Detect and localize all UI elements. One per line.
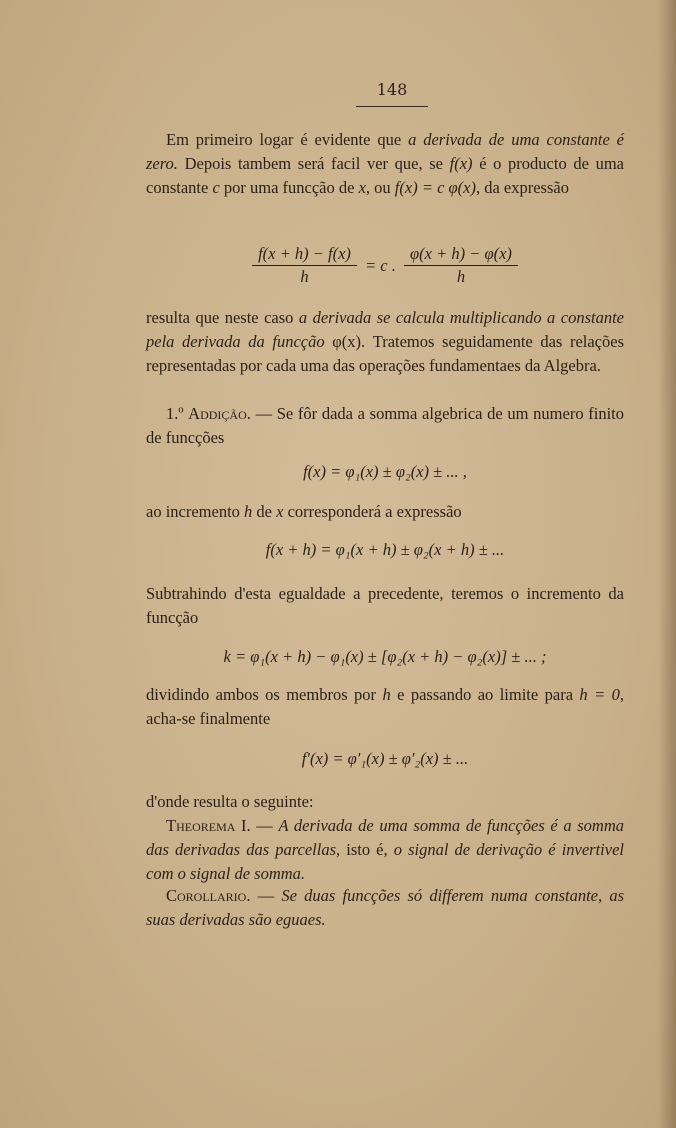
theorem-label: Theorema I. (166, 816, 251, 835)
text-run: — (250, 816, 279, 835)
emphasis-text: a derivada de uma constante é zero. (146, 130, 625, 173)
formula-difference-quotient (146, 243, 624, 288)
fraction-right (404, 243, 518, 288)
math-inline: h = 0 (579, 685, 620, 704)
text-run: de (252, 502, 277, 521)
formula-sum: f(x) = φ₁(x) ± φ₂(x) ± ... , (303, 462, 467, 481)
fraction-left (252, 243, 357, 288)
fraction-numerator: φ(x + h) − φ(x) (404, 243, 518, 266)
math-inline: h (244, 502, 253, 521)
text-run: Em primeiro logar é evidente que (166, 130, 409, 149)
text-run: corresponderá a expressão (283, 502, 462, 521)
formula-k: k = φ₁(x + h) − φ₁(x) ± [φ₂(x + h) − φ₂(x)] ± ... ; (223, 647, 547, 666)
corollary-label: Corollario. (166, 886, 251, 905)
math-inline: h (382, 685, 391, 704)
formula-sum-increment: f(x + h) = φ₁(x + h) ± φ₂(x + h) ± ... (265, 540, 505, 559)
paragraph-subtract: Subtrahindo d'esta egualdade a precedente, teremos o incremento da funcção (146, 584, 624, 627)
emphasis-text: o signal de derivação é invertivel com o signal de somma. (146, 840, 624, 883)
emphasis-text: a derivada se calcula multiplicando a constante pela derivada da funcção (146, 308, 624, 351)
text-run: φ(x). Tratemos seguidamente das relações representadas por cada uma das operações fundamentaes da Algebra. (146, 332, 625, 375)
emphasis-text: Se duas funcções só differem numa constante, as suas derivadas são eguaes. (146, 886, 624, 929)
text-run: Depois tambem será facil ver que, se (177, 154, 450, 173)
text-run: isto é, (340, 840, 394, 859)
text-run: por uma funcção de (219, 178, 359, 197)
paragraph-increment (146, 500, 624, 524)
corollary (146, 884, 624, 932)
text-run: e passando ao limite para (390, 685, 580, 704)
text-run: 1.º (166, 404, 189, 423)
text-run: é o producto de uma constante (146, 154, 624, 197)
text-run: ao incremento (146, 502, 245, 521)
text-run: — (250, 886, 282, 905)
text-run: , da expressão (475, 178, 569, 197)
fraction-denominator: h (456, 267, 466, 286)
text-run: , ou (365, 178, 395, 197)
paragraph-conclusion: d'onde resulta o seguinte: (146, 792, 314, 811)
paragraph-constant-derivative (146, 128, 624, 200)
math-inline: x (358, 178, 366, 197)
paragraph-divide (146, 683, 624, 731)
emphasis-text: A derivada de uma somma de funcções é a somma das derivadas das parcellas, (146, 816, 624, 859)
text-run: — Se fôr dada a somma algebrica de um numero finito de funcções (146, 404, 624, 447)
fraction-numerator: f(x + h) − f(x) (252, 243, 357, 266)
math-inline: c (212, 178, 220, 197)
text-run: dividindo ambos os membros por (146, 685, 383, 704)
math-inline: x (276, 502, 284, 521)
text-run: , acha-se finalmente (146, 685, 624, 728)
math-inline: f(x) = c φ(x) (394, 178, 476, 197)
header-rule (356, 106, 428, 107)
paragraph-result (146, 306, 624, 378)
theorem-1 (146, 814, 624, 886)
fraction-denominator: h (300, 267, 309, 286)
page-number: 148 (376, 80, 408, 99)
section-label: Addição. (188, 404, 251, 423)
math-inline: f(x) (449, 154, 473, 173)
paragraph-addition (146, 402, 624, 450)
text-run: resulta que neste caso (146, 308, 299, 327)
equals-constant: = c . (365, 255, 396, 275)
formula-derivative-sum: f′(x) = φ′₁(x) ± φ′₂(x) ± ... (301, 749, 469, 768)
